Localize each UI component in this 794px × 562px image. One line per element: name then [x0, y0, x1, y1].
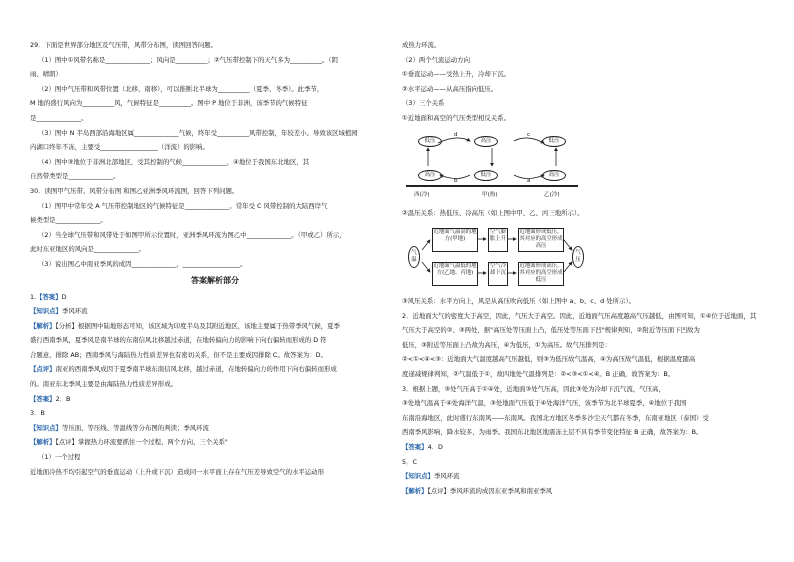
text-line: （2）两个气流运动方向: [402, 55, 470, 64]
a1-analysis-line: [30, 319, 400, 334]
q29-line: （2）图中气压带和风带位置（北移、南移），可以推断北半球为__________（夏季、冬季）。此季节，: [38, 84, 324, 93]
a5-kp-tag: 【知识点】: [402, 472, 434, 481]
answer-heading: 答案解析部分: [191, 275, 239, 285]
text-line: 2．近地面大气的密度大于高空，因此，气压大于高空。因此，近地面气压高度越高气压越低，由图可知，①④位于近地面，其: [402, 311, 757, 320]
q29-line: M 地的盛行风向为__________风，气候特征是__________。图中 P 地位于非洲，该季节的气候特征: [30, 99, 308, 108]
text-line: 3．根据上题，③处气压高于①④处，近地面③处气压高，因此③处为冷却下沉气流，气压高，: [402, 384, 665, 393]
a1-answer-val: D: [61, 292, 67, 301]
a1-comment-line: [30, 362, 400, 377]
a1-kp-val: 季风环流: [61, 307, 88, 316]
a3-num: 3．: [30, 409, 41, 418]
right-column-bottom: [402, 294, 774, 498]
a5-analysis-text: 【点评】季风环流的成因东亚季风和南亚季风: [427, 486, 553, 495]
a3-sub-line: 近地面冷热不均引起空气的垂直运动（上升或下沉）造成同一水平面上存在气压差导致空气的水平运动形: [30, 467, 324, 476]
a3-analysis-text: 【点评】掌握热力环流要抓住一个过程、两个方向、三个关系": [55, 438, 228, 447]
node-bottom-right: 高压: [542, 170, 566, 181]
q29-line: （3）图中 N 半岛西部沿海地区属______________气候，终年受__________风带控制，年较差小。导致该区域植园: [38, 128, 358, 137]
a2-tag: 【答案】: [30, 394, 56, 403]
a1-answer-tag: 【答案】: [36, 292, 62, 301]
a3-sub-heading: （1）一个过程: [38, 453, 81, 462]
arrow-label: a: [527, 178, 531, 184]
a5-kp-val: 季风环流: [433, 472, 460, 481]
a5-kp-line: [402, 469, 774, 484]
text-line: 气压大于高空的②、③两处，据"高压处等压面上凸，低压处等压面下凹"规律判知，②附近等压面下凹故为: [402, 326, 700, 335]
q30-line: （3）说出图乙中南亚季风的成因______________，__________________。: [38, 259, 247, 268]
node-bottom-left: 高压: [418, 170, 442, 181]
text-line: ②<①<④<③：近地面大气温度越高气压越低，则③为低压故气温高，④为高压故气温低，根据温度随高: [402, 355, 696, 364]
text-line: 东南沿海地区，此时盛行东南风——东南风。我国北方地区冬季多沙尘天气都在冬季，东南亚地区（泰国）受: [402, 413, 709, 422]
a4-val: 4．D: [427, 442, 443, 451]
node-bottom-middle: 低压: [474, 170, 498, 181]
a5-line: 5．C: [402, 457, 417, 466]
text-line: 度递减规律判知，②气温低于①，故四地处气温排列是：②<③<①<④。B 正确，故答案为：B。: [402, 369, 675, 378]
arrow-label: c: [527, 132, 531, 138]
arrow-label: d: [454, 132, 458, 138]
node-top-right: 低压: [542, 136, 566, 147]
q29-title: 29．下面是世界部分地区及气压带，风带分布图，读图回答问题。: [30, 41, 218, 49]
cold-ground-box: 近地面气温低的地方(乙地、丙地): [432, 262, 478, 286]
text-line: ②水平运动——从高压指向低压。: [402, 84, 498, 93]
q30-line: 此时东亚地区的风向是______________。: [30, 245, 146, 254]
text-line: 西南季风影响，降水较多，为雨季。我国东北地区地震冻土层不具有季节变化特征 B 正确，故答案为：B。: [402, 428, 703, 437]
right-column-mid: [402, 206, 774, 221]
q30-line: （1）图甲中常年受 A 气压带控制地区的气候特征是______________。常年受 C 风带控制的大陆西岸气: [38, 201, 328, 210]
temperature-pressure-diagram: [406, 222, 586, 292]
left-column: [30, 38, 400, 479]
text-line: ③处地气温高于④处海洋气温，③处地面气压低于④处海洋气压，该季节为北半球夏季，④地位于我国: [402, 399, 687, 408]
a5-analysis-line: [402, 484, 774, 499]
a3-kp-val: 等压面、等压线、等温线等分布图的判读；季风环流: [61, 423, 209, 432]
node-top-left: 低压: [418, 136, 442, 147]
q29-line: 内湖口终年不冻，主要受__________________（洋流）的影响。: [30, 143, 209, 152]
temperature-ellipse: 气温: [408, 246, 420, 268]
q29-line: （4）图中③地位于非洲北部地区，受其控制的气候______________，④地位于我国东北地区，其: [38, 157, 310, 166]
a3-val: B: [40, 409, 45, 418]
q30-line: 候类型是______________。: [30, 216, 107, 225]
q29-line: 雨、晴朗）: [30, 70, 62, 79]
text-line: 低压，③附近等压面上凸故为高压，④为低压，①为高压。故气压排列是：: [402, 340, 611, 349]
thermal-circulation-diagram: [402, 130, 582, 200]
q29-line: 是______________。: [30, 113, 88, 122]
text-line: ①垂直运动——受热上升，冷却下沉。: [402, 70, 510, 79]
low-pressure-box: 近地面形成低压，其对应的高空形成高压: [518, 228, 564, 252]
text-line: 成热力环流。: [402, 41, 441, 49]
node-top-middle: 高压: [474, 136, 498, 147]
a2-val: 2．B: [55, 394, 71, 403]
high-pressure-box: 近地面形成高压，其对应的高空形成低压: [518, 262, 564, 286]
a1-comment-line: 的。南亚东北季风主要是由海陆热力性质差异形成。: [30, 380, 177, 389]
warm-ground-box: 近地面气温高的地方(甲地): [432, 228, 478, 252]
text-line: （3）三个关系: [402, 99, 445, 108]
q29-line: 自然带类型是______________。: [30, 172, 120, 181]
a1-analysis-line: 合题意，排除 AB；西南季风与海陆热力性质差异也有密切关系，但不是主要成因排除 C。故答案为：D。: [30, 350, 327, 359]
a3-kp-line: [30, 421, 400, 436]
a3-kp-tag: 【知识点】: [30, 423, 62, 432]
a1-comment-text: 南亚的西南季风成因于夏季南半球东南信风北移，越过赤道，在地转偏向力的作用下向右偏转而形成: [55, 365, 337, 374]
q30-line: （2）当全球气压带和风带处于如图甲所示位置时，亚洲季风环流为图乙中______________。（甲或乙）所示，: [38, 230, 346, 239]
rise-box: 空气膨胀上升: [488, 228, 508, 252]
a3-analysis-tag: 【解析】: [30, 438, 56, 447]
text-line: ③风压关系：水平方向上，风是从高压吹向低压（如上图中 a、b、c、d 处所示）。: [402, 297, 636, 305]
q29-line: （1）图中①风带名称是______________；风向是__________；②气压带控制下的天气多为__________。（阴: [38, 55, 338, 64]
q30-title: 30．读图甲气压带、风带分布图 和图乙亚洲季风环流图，回答下列问题。: [30, 186, 239, 195]
sink-box: 空气冷却下沉: [488, 262, 508, 286]
a1-kp-line: [30, 304, 400, 319]
ground-label-jia: 甲(热): [482, 192, 498, 198]
a2-line: [30, 392, 400, 407]
text-line: ②温压关系：热低压、冷高压（如上图中甲、乙、丙三地所示）。: [402, 209, 584, 217]
a1-answer-line: [30, 290, 400, 305]
a5-analysis-tag: 【解析】: [402, 486, 428, 495]
a1-analysis-line: 盛行西南季风，夏季风是南半球的东南信风北移越过赤道，在地转偏向力的影响下向右偏转而形成的 D 符: [30, 336, 327, 345]
a1-comment-tag: 【点评】: [30, 365, 56, 374]
pressure-ellipse: 气压: [572, 246, 584, 268]
a3-analysis-line: [30, 435, 400, 450]
a4-tag: 【答案】: [402, 442, 428, 451]
ground-label-west: 西(冷): [414, 192, 430, 198]
a1-analysis-text: 【分析】根据图中陆地形态可知，该区域为印度半岛及其附近地区，该地主要属于热带季风气候，夏季: [55, 321, 340, 330]
a4-line: [402, 440, 774, 455]
text-line: ①近地面和高空的气压类型相反关系。: [402, 113, 510, 122]
a1-num: 1.: [30, 292, 37, 301]
arrow-label: b: [454, 178, 458, 184]
a1-kp-tag: 【知识点】: [30, 307, 62, 316]
ground-label-yi: 乙(冷): [544, 192, 560, 198]
right-column: [402, 38, 774, 126]
a1-analysis-tag: 【解析】: [30, 321, 56, 330]
a3-line: [30, 406, 400, 421]
